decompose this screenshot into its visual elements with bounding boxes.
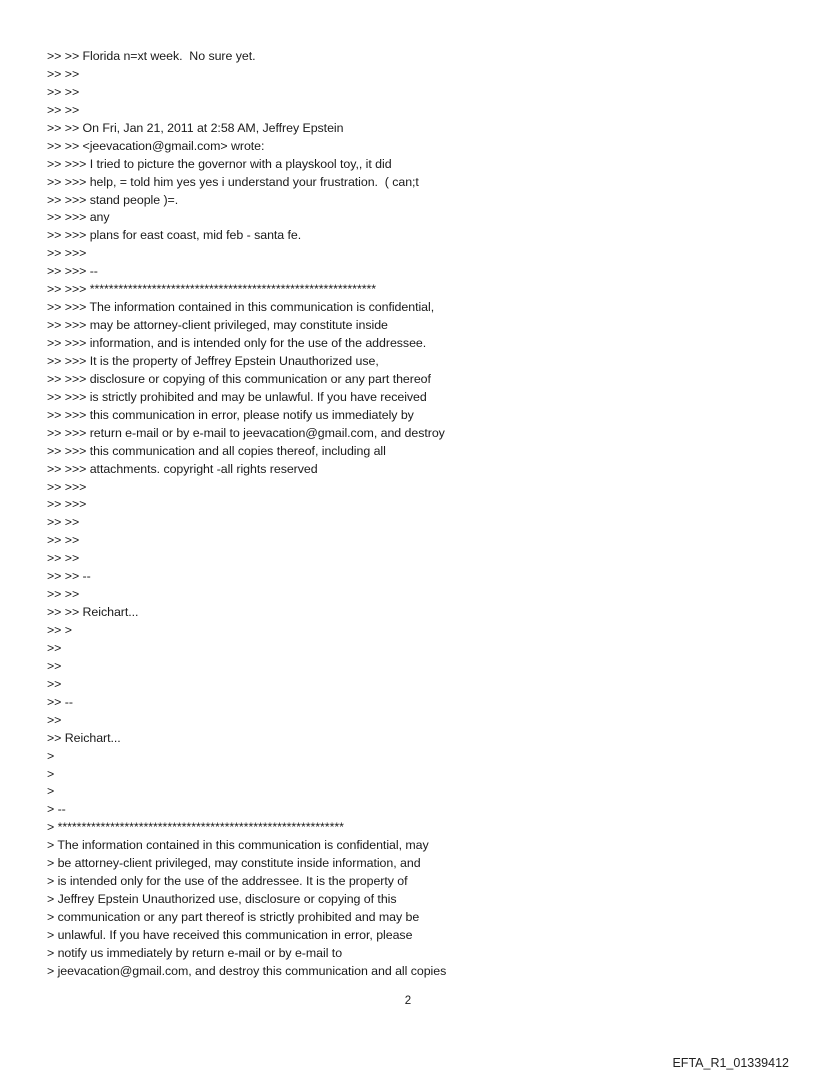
text-line: >> (47, 640, 62, 655)
text-line: >> >>> ************************************************************ (47, 282, 377, 297)
text-line: >> >>> is strictly prohibited and may be unlawful. If you have received (47, 389, 427, 404)
text-line: >> >> Florida n=xt week. No sure yet. (47, 49, 256, 63)
text-line: >> >> (47, 587, 80, 602)
text-line: >> >> -- (47, 569, 91, 584)
text-line: >> >>> this communication in error, please notify us immediately by (47, 407, 414, 422)
text-line: >> >> (47, 533, 80, 548)
text-line: > is intended only for the use of the addressee. It is the property of (47, 874, 408, 889)
text-line: >> >>> help, = told him yes yes i understand your frustration. ( can;t (47, 174, 419, 189)
text-line: >> >>> stand people )=. (47, 192, 179, 207)
text-line: > (47, 784, 55, 799)
page-number: 2 (404, 995, 412, 1007)
text-line: >> >> (47, 551, 80, 566)
text-line: >> >>> -- (47, 264, 98, 279)
text-line: >> >> (47, 102, 80, 117)
email-body (47, 48, 787, 981)
text-line: > (47, 766, 55, 781)
text-line: >> >> Reichart... (47, 605, 139, 620)
text-line: >> >>> The information contained in this communication is confidential, (47, 300, 435, 315)
text-line: >> >> <jeevacation@gmail.com> wrote: (47, 138, 265, 153)
text-line: > ************************************************************ (47, 820, 344, 835)
text-line: >> (47, 676, 62, 691)
text-line: >> (47, 712, 62, 727)
text-line: >> Reichart... (47, 730, 121, 745)
text-line: >> >> (47, 515, 80, 530)
text-line: >> >>> this communication and all copies thereof, including all (47, 443, 386, 458)
text-line: > notify us immediately by return e-mail or by e-mail to (47, 945, 343, 960)
text-line: >> >>> return e-mail or by e-mail to jeevacation@gmail.com, and destroy (47, 425, 445, 440)
text-line: >> -- (47, 694, 73, 709)
text-line: > communication or any part thereof is strictly prohibited and may be (47, 910, 420, 924)
text-line: >> >>> information, and is intended only for the use of the addressee. (47, 336, 427, 350)
text-line: >> >>> may be attorney-client privileged, may constitute inside (47, 318, 388, 333)
text-line: >> >> On Fri, Jan 21, 2011 at 2:58 AM, Jeffrey Epstein (47, 120, 344, 135)
text-line: >> > (47, 623, 72, 637)
text-line: >> >> (47, 66, 80, 81)
text-line: >> >>> (47, 497, 87, 512)
text-line: > Jeffrey Epstein Unauthorized use, disclosure or copying of this (47, 892, 397, 907)
text-line: >> (47, 658, 62, 673)
text-line: > The information contained in this communication is confidential, may (47, 838, 429, 853)
text-line: > (47, 748, 55, 763)
text-line: > -- (47, 802, 66, 817)
text-line: > unlawful. If you have received this communication in error, please (47, 927, 413, 942)
text-line: >> >>> disclosure or copying of this communication or any part thereof (47, 371, 431, 386)
text-line: >> >>> plans for east coast, mid feb - santa fe. (47, 228, 302, 243)
text-line: > be attorney-client privileged, may constitute inside information, and (47, 856, 421, 871)
bates-id: EFTA_R1_01339412 (672, 1056, 789, 1070)
text-line: > jeevacation@gmail.com, and destroy this communication and all copies (47, 963, 447, 978)
text-line: >> >>> It is the property of Jeffrey Epstein Unauthorized use, (47, 353, 379, 368)
text-line: >> >>> attachments. copyright -all rights reserved (47, 461, 318, 476)
text-line: >> >>> (47, 246, 87, 261)
text-line: >> >>> I tried to picture the governor with a playskool toy,, it did (47, 156, 392, 171)
text-line: >> >>> any (47, 210, 110, 225)
text-line: >> >>> (47, 479, 87, 494)
text-line: >> >> (47, 84, 80, 99)
